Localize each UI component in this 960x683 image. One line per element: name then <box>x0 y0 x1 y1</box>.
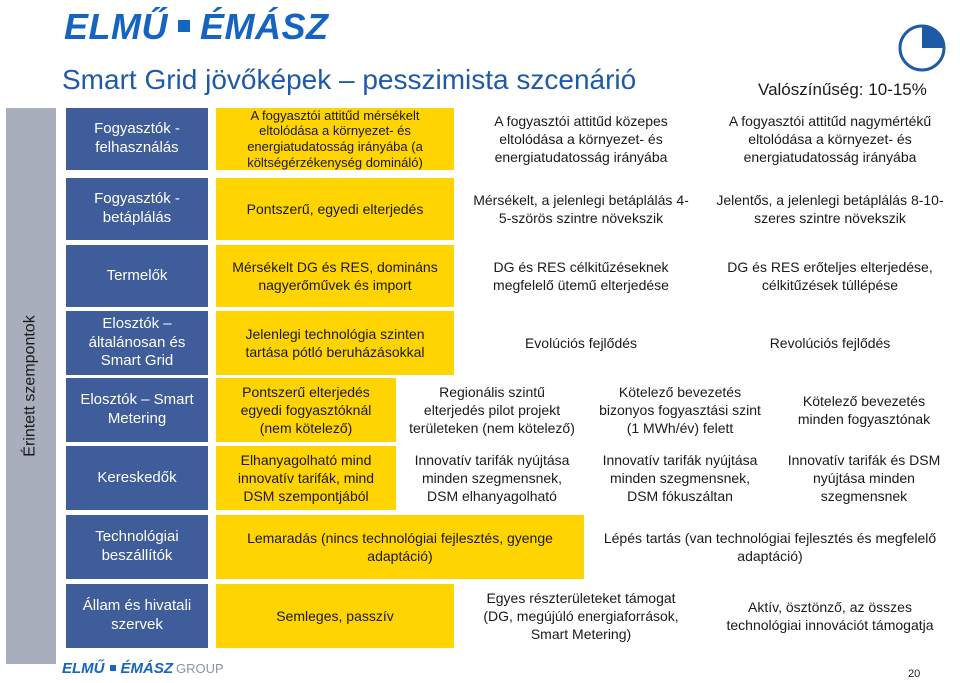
cell-r3-c2: DG és RES célkitűzéseknek megfelelő ütemű elterjedése <box>493 258 669 293</box>
row-label-consumers-usage: Fogyasztók - felhasználás <box>66 108 208 170</box>
cell-r4-c1: Jelenlegi technológia szinten tartása pótló beruházásokkal <box>216 311 454 375</box>
cell-r8-c1: Semleges, passzív <box>216 584 454 648</box>
cell-r2-c2: Mérsékelt, a jelenlegi betáplálás 4-5-szörös szintre növekszik <box>473 191 689 226</box>
footer-logo-elmu: ELMŰ <box>62 660 105 677</box>
footer-logo <box>62 660 224 677</box>
side-label-container <box>6 108 56 664</box>
probability-label: Valószínűség: 10-15% <box>758 80 927 99</box>
cell-r5-c1: Pontszerű elterjedés egyedi fogyasztóknál (nem kötelező) <box>216 378 396 442</box>
elmu-emasz-logo <box>64 6 329 48</box>
cell-r6-c4: Innovatív tarifák és DSM nyújtása minden szegmensnek <box>787 451 941 505</box>
row-label-distributors-smart-metering: Elosztók – Smart Metering <box>66 378 208 442</box>
row-label-state-authorities: Állam és hivatali szervek <box>66 584 208 648</box>
cell-r5-c4: Kötelező bevezetés minden fogyasztónak <box>797 392 931 427</box>
cell-r1-c1: A fogyasztói attitűd mérsékelt eltolódása a környezet- és energiatudatosság irányába (a költségérzékenység domináló) <box>216 108 454 170</box>
cell-r4-c2: Evolúciós fejlődés <box>524 334 638 351</box>
cell-r7-c2: Lépés tartás (van technológiai fejlesztés és megfelelő adaptáció) <box>603 529 937 564</box>
cell-r1-c3: A fogyasztói attitűd nagymértékű eltolódása a környezet- és energiatudatosság irányába <box>728 112 932 166</box>
pie-clock-icon <box>896 22 948 74</box>
cell-r2-c3: Jelentős, a jelenlegi betáplálás 8-10-szeres szintre növekszik <box>716 191 944 226</box>
cell-r6-c3: Innovatív tarifák nyújtása minden szegmensnek, DSM fókuszáltan <box>602 451 758 505</box>
cell-r2-c1: Pontszerű, egyedi elterjedés <box>216 178 454 240</box>
cell-r6-c1: Elhanyagolható mind innovatív tarifák, mind DSM szempontjából <box>216 446 396 510</box>
slide-title: Smart Grid jövőképek – pesszimista szcenárió <box>62 64 637 95</box>
cell-r3-c3: DG és RES erőteljes elterjedése, célkitűzések túllépése <box>727 258 933 293</box>
cell-r5-c3: Kötelező bevezetés bizonyos fogyasztási szint (1 MWh/év) felett <box>599 383 761 437</box>
logo-emasz-text: ÉMÁSZ <box>200 6 329 47</box>
row-label-distributors-smart-grid: Elosztók – általánosan és Smart Grid <box>66 311 208 375</box>
page-number: 20 <box>908 668 921 680</box>
row-label-technology-suppliers: Technológiai beszállítók <box>66 515 208 579</box>
cell-r3-c1: Mérsékelt DG és RES, domináns nagyerőművek és import <box>216 245 454 307</box>
cell-r8-c2: Egyes részterületeket támogat (DG, megújúló energiaforrások, Smart Metering) <box>483 589 679 643</box>
cell-r4-c3: Revolúciós fejlődés <box>769 334 891 351</box>
cell-r7-c1: Lemaradás (nincs technológiai fejlesztés, gyenge adaptáció) <box>216 515 584 579</box>
footer-logo-emasz: ÉMÁSZ <box>120 660 173 677</box>
cell-r5-c2: Regionális szintű elterjedés pilot projekt területeken (nem kötelező) <box>409 383 575 437</box>
cell-r1-c2: A fogyasztói attitűd közepes eltolódása a környezet- és energiatudatosság irányába <box>494 112 668 166</box>
logo-elmu-text: ELMŰ <box>64 6 168 47</box>
footer-logo-group: GROUP <box>176 661 224 676</box>
footer-logo-square-icon <box>110 665 116 671</box>
cell-r6-c2: Innovatív tarifák nyújtása minden szegmensnek, DSM elhanyagolható <box>414 451 570 505</box>
logo-square-icon <box>178 20 190 32</box>
side-label: Érintett szempontok <box>22 315 39 457</box>
row-label-traders: Kereskedők <box>66 446 208 510</box>
row-label-consumers-feedin: Fogyasztók - betáplálás <box>66 178 208 240</box>
row-label-producers: Termelők <box>66 245 208 307</box>
cell-r8-c3: Aktív, ösztönző, az összes technológiai innovációt támogatja <box>726 598 934 633</box>
